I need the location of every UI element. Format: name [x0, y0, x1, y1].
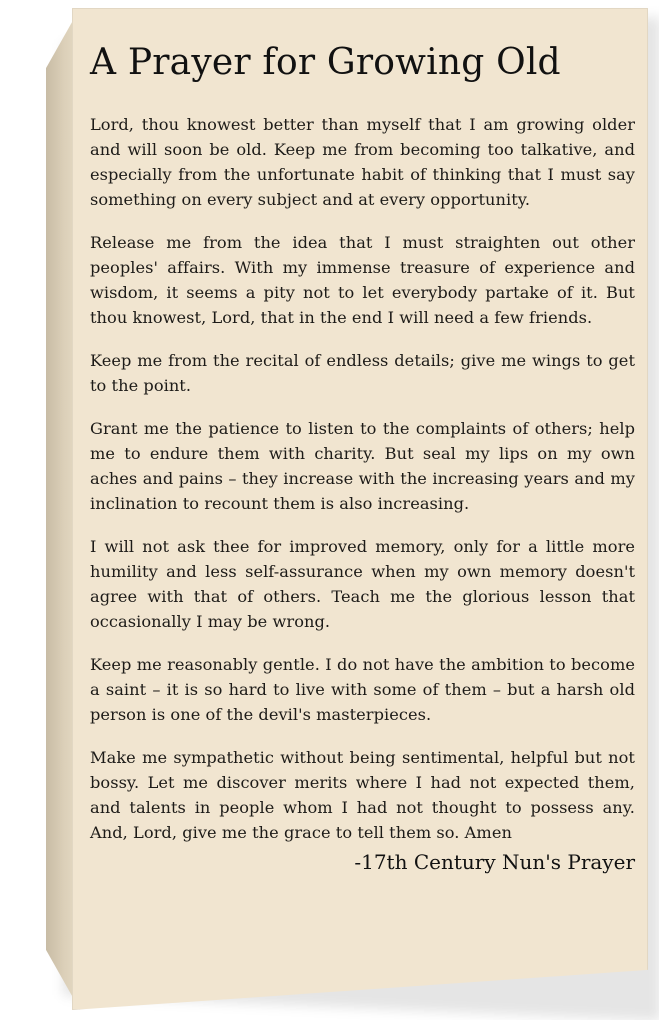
poem-content	[90, 40, 635, 876]
poem-stanza: I will not ask thee for improved memory, only for a little more humility and less self-assurance when my own memory doesn't agree with that of others. Teach me the glorious lesson that occasionally I may be wrong.	[90, 537, 635, 631]
poem-attribution: -17th Century Nun's Prayer	[354, 850, 635, 874]
poem-stanza: Keep me reasonably gentle. I do not have the ambition to become a saint – it is so hard to live with some of them – but a harsh old person is one of the devil's masterpieces.	[90, 655, 635, 724]
poem-stanza: Make me sympathetic without being sentimental, helpful but not bossy. Let me discover merits where I had not expected them, and talents in people whom I had not thought to possess any. And, Lord, give me the grace to tell them so. Amen	[90, 748, 635, 842]
poem-stanza: Lord, thou knowest better than myself that I am growing older and will soon be old. Keep me from becoming too talkative, and especially from the unfortunate habit of thinking that I must say something on every subject and at every opportunity.	[90, 115, 635, 209]
poem-stanza: Grant me the patience to listen to the complaints of others; help me to endure them with charity. But seal my lips on my own aches and pains – they increase with the increasing years and my inclination to recount them is also increasing.	[90, 419, 635, 513]
poem-stanza: Release me from the idea that I must straighten out other peoples' affairs. With my immense treasure of experience and wisdom, it seems a pity not to let everybody partake of it. But thou knowest, Lord, that in the end I will need a few friends.	[90, 233, 635, 327]
poem-title: A Prayer for Growing Old	[90, 42, 561, 83]
poem-stanza: Keep me from the recital of endless details; give me wings to get to the point.	[90, 351, 635, 395]
